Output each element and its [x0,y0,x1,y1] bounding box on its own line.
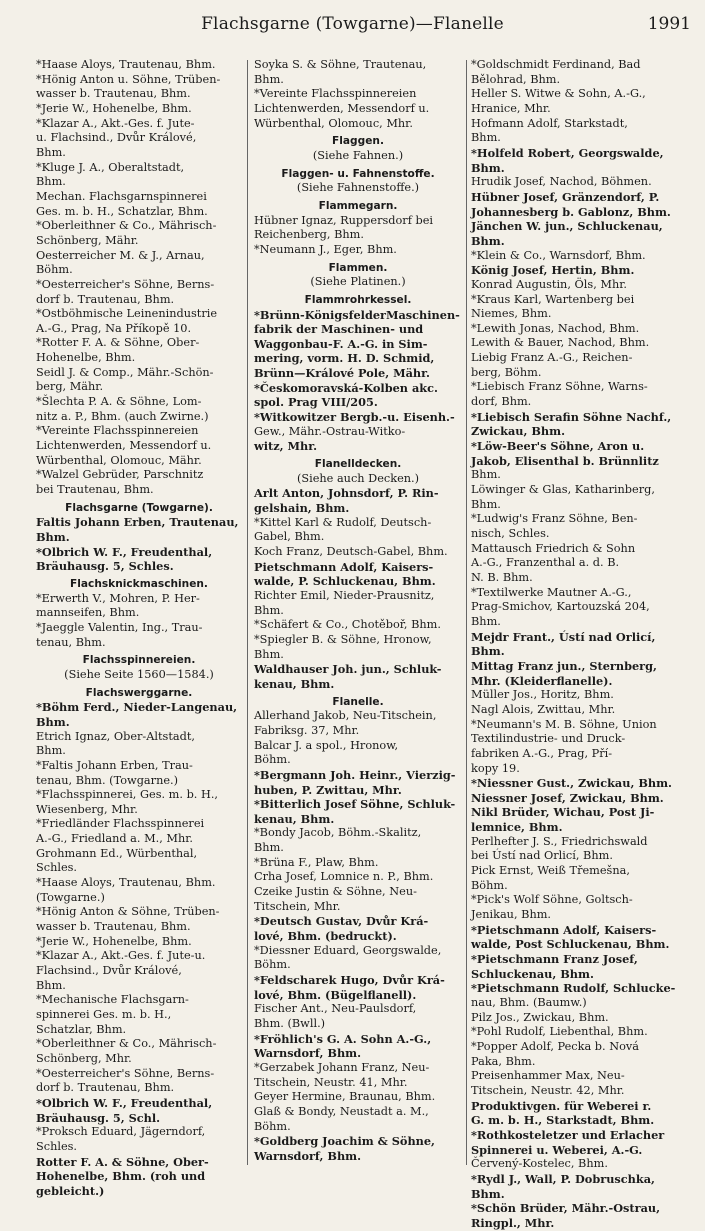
directory-entry-line: Fischer Ant., Neu-Paulsdorf, [254,1002,417,1016]
directory-entry-line: Niemes, Bhm. [471,307,552,321]
directory-entry-line: lové, Bhm. (bedruckt). [254,929,397,944]
column-divider [466,60,467,1165]
directory-entry-line: Flachsind., Dvůr Králové, [36,964,182,978]
directory-entry-line: Konrad Augustin, Öls, Mhr. [471,277,627,291]
directory-entry-line: *Erwerth V., Mohren, P. Her- [36,591,200,605]
directory-entry-line: A.-G., Friedland a. M., Mhr. [36,832,194,846]
directory-entry-line: walde, P. Schluckenau, Bhm. [254,574,436,589]
directory-entry-line: Jänchen W. jun., Schluckenau, [471,219,663,234]
directory-entry-line: *Pietschmann Adolf, Kaisers- [471,922,657,937]
directory-entry-line: Müller Jos., Horitz, Bhm. [471,688,614,702]
directory-entry-line: Mattausch Friedrich & Sohn [471,541,636,555]
directory-entry-line: Soyka S. & Söhne, Trautenau, [254,58,427,71]
directory-entry-line: *Bergmann Joh. Heinr., Vierzig- [254,767,456,782]
directory-entry-line: witz, Mhr. [254,439,318,454]
directory-entry-line: Hranice, Mhr. [471,101,551,115]
directory-entry-line: Schles. [36,861,78,875]
directory-entry-line: Titschein, Neustr. 41, Mhr. [254,1075,408,1089]
directory-entry-line: *Brüna F., Plaw, Bhm. [254,855,379,869]
directory-entry-line: bei Trautenau, Bhm. [36,483,154,497]
directory-entry-line: huben, P. Zwittau, Mhr. [254,782,402,797]
directory-entry-line: *Fröhlich's G. A. Sohn A.-G., [254,1031,432,1046]
directory-entry-line: Lichtenwerden, Messendorf u. [254,101,430,115]
directory-entry-line: *Ostböhmische Leinenindustrie [36,307,218,321]
directory-entry-line: *Flachsspinnerei, Ges. m. b. H., [36,788,219,802]
directory-entry-line: nisch, Schles. [471,527,550,540]
directory-entry-line: Niessner Josef, Zwickau, Bhm. [471,790,664,805]
cross-reference: (Siehe Platinen.) [310,275,406,289]
directory-entry-line: kenau, Bhm. [254,811,335,826]
directory-entry-line: Geyer Hermine, Braunau, Bhm. [254,1090,436,1104]
directory-entry-line: Heller S. Witwe & Sohn, A.-G., [471,87,646,101]
directory-entry-line: Würbenthal, Olomouc, Mähr. [36,453,202,467]
directory-entry-line: *Oesterreicher's Söhne, Berns- [36,1066,215,1080]
directory-entry-line: Waggonbau-F. A.-G. in Sim- [254,336,428,351]
directory-entry-line: Oesterreicher M. & J., Arnau, [36,248,205,262]
directory-entry-line: Bhm. [471,1186,505,1201]
directory-entry-line: Reichenberg, Bhm. [254,228,364,242]
directory-entry-line: *Českomoravská-Kolben akc. [254,380,438,395]
directory-entry-line: *Goldschmidt Ferdinand, Bad [471,58,641,71]
directory-entry-line: Böhm. [254,1119,291,1133]
directory-entry-line: Wiesenberg, Mhr. [36,802,138,816]
directory-entry-line: *Oberleithner & Co., Mährisch- [36,1037,217,1051]
directory-entry-line: *Haase Aloys, Trautenau, Bhm. [36,58,216,71]
directory-entry-line: Hohenelbe, Bhm. (roh und [36,1169,206,1184]
directory-entry-line: *Hönig Anton & Söhne, Trüben- [36,905,220,919]
directory-entry-line: Schatzlar, Bhm. [36,1022,127,1036]
directory-entry-line: Gabel, Bhm. [254,530,325,544]
directory-entry-line: Böhm. [254,753,291,767]
directory-entry-line: berg, Böhm. [471,365,542,379]
directory-entry-line: *Gerzabek Johann Franz, Neu- [254,1060,430,1074]
directory-entry-line: *Jerie W., Hohenelbe, Bhm. [36,934,192,948]
directory-entry-line: kenau, Bhm. [254,676,335,691]
page-title: Flachsgarne (Towgarne)—Flanelle [201,14,504,34]
directory-entry-line: Paka, Bhm. [471,1054,536,1068]
column-right [471,58,677,1230]
directory-entry-line: Brünn—Králové Pole, Mähr. [254,366,430,381]
directory-entry-line: *Rydl J., Wall, P. Dobruschka, [471,1171,655,1186]
section-heading: Flaggen. [332,135,384,148]
directory-entry-line: Allerhand Jakob, Neu-Titschein, [254,709,437,723]
directory-entry-line: *Proksch Eduard, Jägerndorf, [36,1125,206,1139]
directory-entry-line: *Deutsch Gustav, Dvůr Krá- [254,914,429,929]
directory-entry-line: Schles. [36,1139,78,1153]
directory-entry-line: tenau, Bhm. [36,635,106,649]
directory-entry-line: Löwinger & Glas, Katharinberg, [471,483,655,497]
directory-entry-line: Crha Josef, Lomnice n. P., Bhm. [254,870,434,884]
directory-entry-line: u. Flachsind., Dvůr Králové, [36,131,197,145]
directory-entry-line: *Liebisch Franz Söhne, Warns- [471,380,648,394]
directory-entry-line: Bhm. [36,744,66,758]
section-heading: Flanelldecken. [314,458,402,471]
directory-entry-line: Bhm. [471,497,501,511]
directory-entry-line: Titschein, Neustr. 42, Mhr. [471,1083,625,1097]
directory-entry-line: Bhm. [36,530,70,544]
directory-entry-line: *Holfeld Robert, Georgswalde, [471,145,664,160]
directory-entry-line: Bhm. (Bwll.) [254,1017,326,1030]
directory-entry-line: *Faltis Johann Erben, Trau- [36,758,193,772]
directory-entry-line: Spinnerei u. Weberei, A.-G. [471,1142,643,1157]
directory-entry-line: N. B. Bhm. [471,570,533,584]
directory-entry-line: Hrudik Josef, Nachod, Böhmen. [471,175,652,189]
directory-entry-line: Prag-Smichov, Kartouzská 204, [471,600,650,614]
directory-entry-line: Jakob, Elisenthal b. Brünnlitz [471,453,659,468]
directory-entry-line: Faltis Johann Erben, Trautenau, [36,515,239,530]
directory-entry-line: *Neumann's M. B. Söhne, Union [471,717,657,731]
directory-entry-line: nau, Bhm. (Baumw.) [471,996,587,1009]
directory-entry-line: Mechan. Flachsgarnspinnerei [36,189,207,203]
directory-entry-line: *Klein & Co., Warnsdorf, Bhm. [471,248,646,262]
directory-entry-line: dorf b. Trautenau, Bhm. [36,292,175,306]
directory-entry-line: Bhm. [36,175,66,189]
directory-entry-line: Warnsdorf, Bhm. [254,1046,362,1061]
directory-entry-line: nitz a. P., Bhm. (auch Zwirne.) [36,409,209,423]
directory-entry-line: wasser b. Trautenau, Bhm. [36,87,191,101]
directory-entry-line: Bhm. [254,841,284,855]
column-middle [254,58,462,1168]
section-heading: Flachsgarne (Towgarne). [65,501,213,514]
section-heading: Flaggen- u. Fahnenstoffe. [281,167,435,180]
directory-entry-line: *Walzel Gebrüder, Parschnitz [36,468,204,482]
directory-entry-line: Böhm. [471,878,508,892]
directory-entry-line: *Kraus Karl, Wartenberg bei [471,292,635,306]
directory-entry-line: Bhm. [471,160,505,175]
directory-entry-line: *Lewith Jonas, Nachod, Bhm. [471,321,640,335]
directory-entry-line: Bräuhausg. 5, Schles. [36,559,174,574]
directory-entry-line: Böhm. [254,958,291,972]
directory-entry-line: *Bitterlich Josef Söhne, Schluk- [254,797,456,812]
directory-entry-line: Gew., Mähr.-Ostrau-Witko- [254,424,406,438]
directory-entry-line: *Böhm Ferd., Nieder-Langenau, [36,700,238,715]
directory-entry-line: Bhm. [471,468,501,482]
directory-entry-line: *Olbrich W. F., Freudenthal, [36,1095,213,1110]
directory-entry-line: tenau, Bhm. (Towgarne.) [36,773,179,787]
directory-entry-line: G. m. b. H., Starkstadt, Bhm. [471,1113,655,1128]
directory-entry-line: Arlt Anton, Johnsdorf, P. Rin- [254,486,439,501]
section-heading: Flammrohrkessel. [304,293,412,306]
directory-entry-line: *Rotter F. A. & Söhne, Ober- [36,336,200,350]
directory-entry-line: Bhm. [254,603,284,617]
cross-reference: (Siehe auch Decken.) [296,471,420,485]
directory-entry-line: *Pohl Rudolf, Liebenthal, Bhm. [471,1025,648,1039]
directory-entry-line: Pietschmann Adolf, Kaisers- [254,559,434,574]
directory-entry-line: Perlhefter J. S., Friedrichswald [471,834,648,848]
directory-entry-line: Liebig Franz A.-G., Reichen- [471,351,633,365]
directory-entry-line: dorf, Bhm. [471,395,532,409]
directory-entry-line: Textilindustrie- und Druck- [471,732,626,746]
directory-entry-line: Bhm. [254,647,284,661]
directory-entry-line: *Pietschmann Franz Josef, [471,952,638,967]
directory-entry-line: Pilz Jos., Zwickau, Bhm. [471,1010,609,1024]
directory-entry-line: Bhm. [254,72,284,86]
directory-entry-line: *Spiegler B. & Söhne, Hronow, [254,632,432,646]
directory-entry-line: Jenikau, Bhm. [471,908,552,922]
directory-entry-line: Zwickau, Bhm. [471,424,566,439]
directory-entry-line: Würbenthal, Olomouc, Mhr. [254,116,413,130]
directory-entry-line: Hübner Josef, Gränzendorf, P. [471,189,660,204]
directory-entry-line: Bhm. [471,131,501,145]
directory-entry-line: Grohmann Ed., Würbenthal, [36,846,198,860]
directory-entry-line: A.-G., Franzenthal a. d. B. [471,556,620,570]
directory-entry-line: Seidl J. & Comp., Mähr.-Schön- [36,365,214,379]
directory-entry-line: *Niessner Gust., Zwickau, Bhm. [471,776,672,791]
directory-entry-line: *Witkowitzer Bergb.-u. Eisenh.- [254,410,455,425]
directory-entry-line: Preisenhammer Max, Neu- [471,1069,625,1083]
directory-entry-line: Bhm. [471,233,505,248]
directory-entry-line: Nagl Alois, Zwittau, Mhr. [471,702,616,716]
directory-entry-line: *Schön Brüder, Mähr.-Ostrau, [471,1201,661,1216]
directory-entry-line: *Oberleithner & Co., Mährisch- [36,219,217,233]
page-header [0,8,705,38]
directory-entry-line: gebleicht.) [36,1183,105,1198]
directory-entry-line: *Olbrich W. F., Freudenthal, [36,544,213,559]
directory-entry-line: Bělohrad, Bhm. [471,72,561,86]
column-left [36,58,242,1198]
directory-entry-line: *Klazar A., Akt.-Ges. f. Jute-u. [36,949,206,963]
directory-entry-line: Pick Ernst, Weiß Třemešna, [471,864,630,878]
directory-entry-line: dorf b. Trautenau, Bhm. [36,1081,175,1095]
directory-entry-line: *Jaeggle Valentin, Ing., Trau- [36,620,203,634]
directory-entry-line: fabrik der Maschinen- und [254,322,424,337]
directory-entry-line: Produktivgen. für Weberei r. [471,1098,652,1113]
directory-entry-line: Fabriksg. 37, Mhr. [254,723,360,737]
section-heading: Flanelle. [332,695,384,708]
directory-entry-line: *Diessner Eduard, Georgswalde, [254,943,442,957]
directory-entry-line: Richter Emil, Nieder-Prausnitz, [254,588,435,602]
directory-entry-line: Bhm. [36,978,66,992]
directory-entry-line: *Kittel Karl & Rudolf, Deutsch- [254,515,432,529]
section-heading: Flachsspinnereien. [82,654,196,667]
directory-entry-line: Hofmann Adolf, Starkstadt, [471,116,628,130]
directory-entry-line: *Oesterreicher's Söhne, Berns- [36,277,215,291]
directory-entry-line: Bräuhausg. 5, Schl. [36,1110,161,1125]
cross-reference: (Siehe Seite 1560—1584.) [64,667,214,681]
directory-entry-line: Lichtenwerden, Messendorf u. [36,439,212,453]
directory-entry-line: Schönberg, Mhr. [36,1051,132,1065]
directory-entry-line: *Löw-Beer's Söhne, Aron u. [471,439,645,454]
directory-entry-line: spol. Prag VIII/205. [254,395,378,410]
directory-entry-line: Titschein, Mhr. [254,899,341,913]
directory-entry-line: Nikl Brüder, Wichau, Post Ji- [471,805,655,820]
directory-entry-line: Hübner Ignaz, Ruppersdorf bei [254,213,434,227]
section-heading: Flachsknickmaschinen. [70,577,208,590]
directory-entry-line: Mhr. (Kleiderflanelle). [471,673,613,688]
directory-entry-line: Schönberg, Mähr. [36,233,139,247]
cross-reference: (Siehe Fahnenstoffe.) [296,181,420,195]
directory-entry-line: *Ludwig's Franz Söhne, Ben- [471,512,638,526]
directory-entry-line: Balcar J. a spol., Hronow, [254,738,399,752]
section-heading: Flammen. [328,261,388,274]
directory-entry-line: (Towgarne.) [36,890,105,904]
directory-entry-line: Waldhauser Joh. jun., Schluk- [254,662,442,677]
directory-entry-line: Böhm. [36,263,73,277]
directory-entry-line: kopy 19. [471,761,520,775]
directory-entry-line: lemnice, Bhm. [471,820,563,835]
directory-entry-line: *Vereinte Flachsspinnereien [254,87,417,101]
directory-entry-line: Glaß & Bondy, Neustadt a. M., [254,1104,429,1118]
directory-entry-line: *Goldberg Joachim & Söhne, [254,1134,435,1149]
directory-entry-line: *Rothkosteletzer und Erlacher [471,1127,665,1142]
directory-entry-line: *Klazar A., Akt.-Ges. f. Jute- [36,116,195,130]
directory-entry-line: Bhm. [36,145,66,159]
directory-entry-line: *Neumann J., Eger, Bhm. [254,242,397,256]
directory-entry-line: *Mechanische Flachsgarn- [36,993,189,1007]
directory-entry-line: bei Ústí nad Orlicí, Bhm. [471,849,613,863]
directory-entry-line: mering, vorm. H. D. Schmid, [254,351,435,366]
directory-entry-line: *Liebisch Serafin Söhne Nachf., [471,409,672,424]
directory-entry-line: Koch Franz, Deutsch-Gabel, Bhm. [254,545,448,558]
directory-entry-line: *Vereinte Flachsspinnereien [36,424,199,438]
directory-entry-line: Červený-Kostelec, Bhm. [471,1157,608,1171]
directory-entry-line: *Popper Adolf, Pecka b. Nová [471,1039,639,1053]
directory-entry-line: Rotter F. A. & Söhne, Ober- [36,1154,209,1169]
directory-entry-line: *Šlechta P. A. & Söhne, Lom- [36,395,202,409]
directory-entry-line: gelshain, Bhm. [254,501,350,516]
directory-entry-line: wasser b. Trautenau, Bhm. [36,920,191,934]
directory-entry-line: *Haase Aloys, Trautenau, Bhm. [36,876,216,890]
directory-entry-line: Lewith & Bauer, Nachod, Bhm. [471,336,650,350]
directory-entry-line: Ges. m. b. H., Schatzlar, Bhm. [36,204,208,218]
directory-entry-line: Warnsdorf, Bhm. [254,1148,362,1163]
section-heading: Flammegarn. [318,199,398,212]
directory-entry-line: *Kluge J. A., Oberaltstadt, [36,160,185,174]
directory-entry-line: *Brünn-KönigsfelderMaschinen- [254,307,460,322]
directory-entry-line: Etrich Ignaz, Ober-Altstadt, [36,729,195,743]
directory-entry-line: Johannesberg b. Gablonz, Bhm. [471,204,671,219]
directory-entry-line: walde, Post Schluckenau, Bhm. [471,937,670,952]
directory-entry-line: *Jerie W., Hohenelbe, Bhm. [36,101,192,115]
directory-entry-line: *Pietschmann Rudolf, Schlucke- [471,981,676,996]
directory-entry-line: *Feldscharek Hugo, Dvůr Krá- [254,973,445,988]
section-heading: Flachswerggarne. [85,686,193,699]
cross-reference: (Siehe Fahnen.) [312,148,404,162]
directory-entry-line: Bhm. [471,644,505,659]
directory-entry-line: Ringpl., Mhr. [471,1215,555,1230]
column-divider [247,60,248,1165]
directory-entry-line: lové, Bhm. (Bügelflanell). [254,987,417,1002]
directory-entry-line: Bhm. [471,614,501,628]
directory-entry-line: *Textilwerke Mautner A.-G., [471,585,632,599]
page-number: 1991 [647,14,691,34]
directory-entry-line: *Pick's Wolf Söhne, Goltsch- [471,893,633,907]
directory-entry-line: *Hönig Anton u. Söhne, Trüben- [36,72,221,86]
directory-entry-line: mannseifen, Bhm. [36,606,140,620]
directory-entry-line: fabriken A.-G., Prag, Pří- [471,746,613,760]
directory-entry-line: Bhm. [36,714,70,729]
directory-entry-line: König Josef, Hertin, Bhm. [471,263,635,278]
directory-entry-line: Hohenelbe, Bhm. [36,351,136,365]
directory-entry-line: A.-G., Prag, Na Příkopě 10. [36,321,192,335]
directory-entry-line: Czeike Justin & Söhne, Neu- [254,885,417,899]
directory-entry-line: Schluckenau, Bhm. [471,966,594,981]
directory-entry-line: Mittag Franz jun., Sternberg, [471,658,657,673]
directory-entry-line: *Friedländer Flachsspinnerei [36,817,205,831]
directory-entry-line: *Schäfert & Co., Chotěboř, Bhm. [254,618,441,632]
directory-entry-line: spinnerei Ges. m. b. H., [36,1008,172,1021]
directory-entry-line: Mejdr Frant., Ústí nad Orlicí, [471,629,656,644]
directory-entry-line: *Bondy Jacob, Böhm.-Skalitz, [254,826,422,840]
directory-entry-line: berg, Mähr. [36,380,104,394]
